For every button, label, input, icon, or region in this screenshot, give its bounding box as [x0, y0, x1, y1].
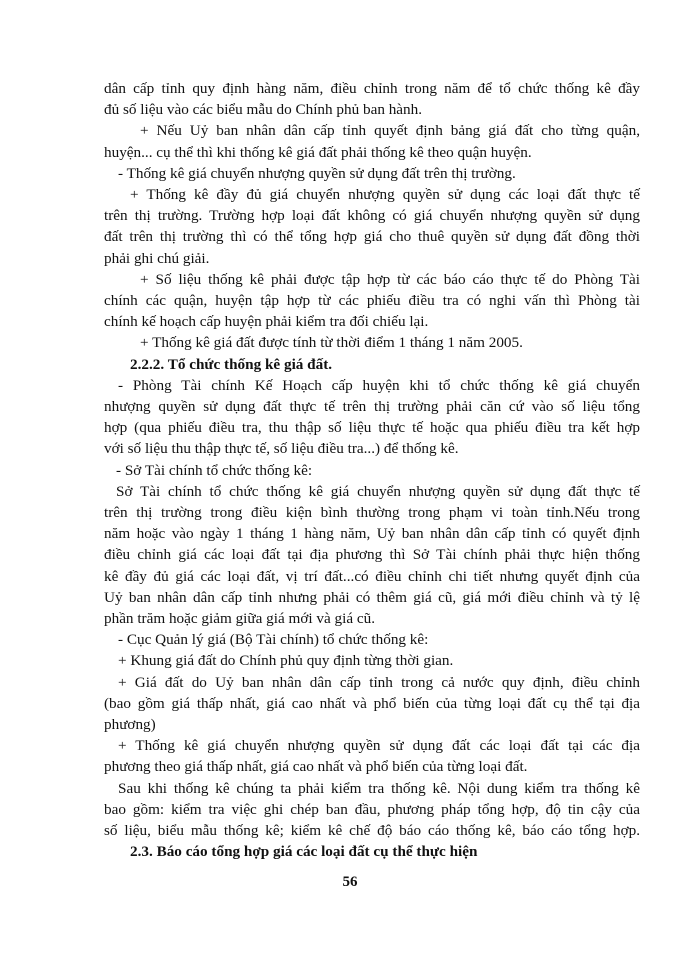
page-number: 56: [342, 874, 358, 891]
text-line: trên thị trường trong điều kiện bình thường trong phạm vi toàn tỉnh.Nếu trong: [104, 504, 640, 521]
text-line: số liệu, biểu mẫu thống kê; kiểm kê chế độ báo cáo thống kê, báo cáo tổng hợp.: [104, 822, 640, 839]
text-line: - Cục Quản lý giá (Bộ Tài chính) tổ chức thống kê:: [118, 631, 429, 649]
text-line: chính các quận, huyện tập hợp từ các phiếu điều tra có nghi vấn thì Phòng tài: [104, 292, 640, 309]
text-line: (bao gồm giá thấp nhất, giá cao nhất và phổ biến của từng loại đất cụ thể tại địa: [104, 694, 640, 712]
section-heading: 2.3. Báo cáo tổng hợp giá các loại đất cụ thể thực hiện: [130, 843, 478, 861]
section-heading: 2.2.2. Tổ chức thống kê giá đất.: [130, 355, 333, 373]
text-line: + Khung giá đất do Chính phủ quy định từng thời gian.: [118, 652, 454, 670]
text-line: phương): [104, 716, 156, 733]
text-line: - Sở Tài chính tổ chức thống kê:: [116, 461, 313, 479]
text-line: đất trên thị trường thì có thể tổng hợp giá cho thuê quyền sử dụng đất đồng thời: [104, 228, 640, 246]
text-line: bao gồm: kiểm tra việc ghi chép ban đầu, phương pháp tổng hợp, độ tin cậy của: [104, 800, 640, 818]
text-line: năm hoặc vào ngày 1 tháng 1 hàng năm, Uỷ ban nhân dân cấp tỉnh có quyết định: [104, 525, 640, 543]
text-line: + Giá đất do Uỷ ban nhân dân cấp tỉnh trong cả nước quy định, điều chỉnh: [118, 673, 640, 691]
text-line: phần trăm hoặc giảm giữa giá mới và giá cũ.: [104, 610, 375, 627]
text-line: Uỷ ban nhân dân cấp tỉnh nhưng phải có thêm giá cũ, giá mới điều chỉnh và tỷ lệ: [104, 588, 640, 606]
text-line: phải ghi chú giải.: [104, 249, 210, 267]
text-line: kê đầy đủ giá các loại đất, vị trí đất...có điều chỉnh chi tiết nhưng quyết định của: [104, 567, 640, 585]
text-line: chính kế hoạch cấp huyện phải kiểm tra đối chiếu lại.: [104, 313, 429, 331]
text-line: dân cấp tỉnh quy định hàng năm, điều chỉnh trong năm để tổ chức thống kê đầy: [104, 80, 640, 97]
text-line: đủ số liệu vào các biểu mẫu do Chính phủ ban hành.: [104, 101, 423, 119]
text-line: + Thống kê đầy đủ giá chuyển nhượng quyền sử dụng các loại đất thực tế: [130, 186, 640, 203]
text-line: nhượng quyền sử dụng đất thực tế trên thị trường phải căn cứ vào số liệu tổng: [104, 398, 640, 415]
text-line: + Thống kê giá chuyển nhượng quyền sử dụng đất các loại đất tại các địa: [118, 737, 640, 755]
text-line: phương theo giá thấp nhất, giá cao nhất và phổ biến của từng loại đất.: [104, 758, 528, 776]
text-line: điều chỉnh giá các loại đất tại địa phương thì Sở Tài chính phải thực hiện thống: [104, 546, 640, 564]
text-line: hợp (qua phiếu điều tra, thu thập số liệu thực tế hoặc qua phiếu điều tra kết hợp: [104, 419, 640, 437]
text-line: + Thống kê giá đất được tính từ thời điểm 1 tháng 1 năm 2005.: [140, 334, 523, 352]
text-line: trên thị trường. Trường hợp loại đất không có giá chuyển nhượng quyền sử dụng: [104, 207, 640, 225]
text-line: - Thống kê giá chuyển nhượng quyền sử dụng đất trên thị trường.: [118, 164, 516, 182]
text-line: + Số liệu thống kê phải được tập hợp từ các báo cáo thực tế do Phòng Tài: [140, 270, 640, 288]
text-line: Sau khi thống kê chúng ta phải kiểm tra thống kê. Nội dung kiểm tra thống kê: [118, 779, 640, 797]
text-line: Sở Tài chính tổ chức thống kê giá chuyển nhượng quyền sử dụng đất thực tế: [116, 482, 640, 500]
text-line: với số liệu thu thập thực tế, số liệu điều tra...) để thống kê.: [104, 440, 459, 458]
text-line: - Phòng Tài chính Kế Hoạch cấp huyện khi tổ chức thống kê giá chuyển: [118, 376, 640, 394]
text-line: + Nếu Uỷ ban nhân dân cấp tỉnh quyết định bảng giá đất cho từng quận,: [140, 122, 640, 140]
text-line: huyện... cụ thể thì khi thống kê giá đất phải thống kê theo quận huyện.: [104, 143, 532, 161]
